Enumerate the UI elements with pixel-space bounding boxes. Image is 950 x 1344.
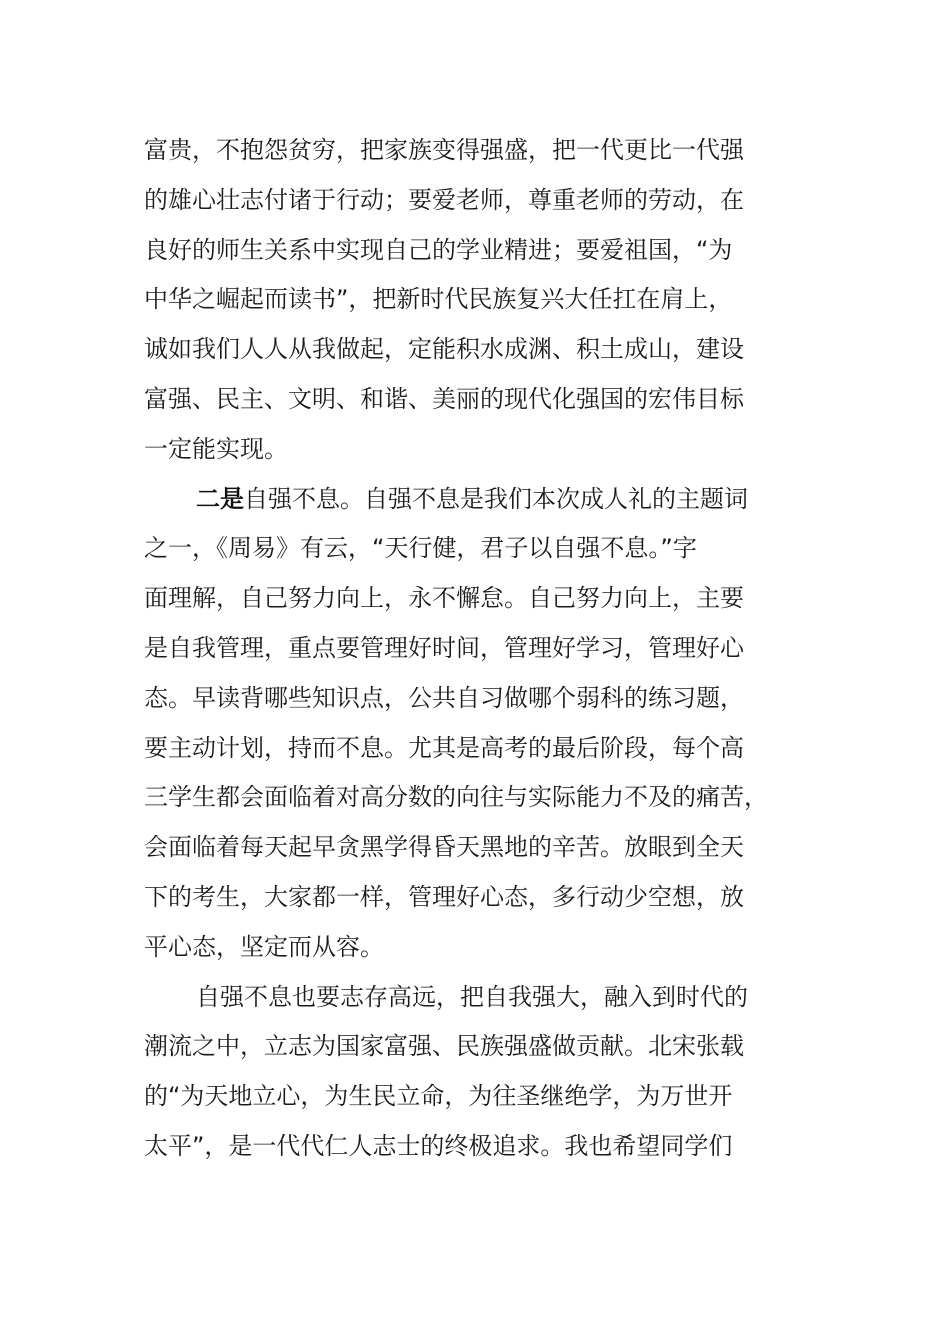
text-line: 平心态，坚定而从容。 [144,932,384,961]
text-line: 态。早读背哪些知识点，公共自习做哪个弱科的练习题， [144,683,744,712]
text-line: 的“为天地立心，为生民立命，为往圣继绝学，为万世开 [144,1082,733,1111]
text-line: 诚如我们人人从我做起，定能积水成渊、积土成山，建设 [144,335,744,364]
text-line: 要主动计划，持而不息。尤其是高考的最后阶段，每个高 [144,733,744,762]
text-line [144,475,804,525]
text-line: 富贵，不抱怨贫穷，把家族变得强盛，把一代更比一代强 [144,136,744,164]
text-line: 之一，《周易》有云，“天行健，君子以自强不息。”字 [144,534,697,563]
text-line: 是自我管理，重点要管理好时间，管理好学习，管理好心 [144,633,744,662]
document-page [144,126,804,1172]
paragraph-2 [144,475,804,973]
text-line: 下的考生，大家都一样，管理好心态，多行动少空想，放 [144,882,744,911]
paragraph-1 [144,126,804,475]
text-line: 面理解，自己努力向上，永不懈怠。自己努力向上，主要 [144,584,744,613]
text-line: 潮流之中，立志为国家富强、民族强盛做贡献。北宋张载 [144,1032,744,1061]
text-line: 会面临着每天起早贪黑学得昏天黑地的辛苦。放眼到全天 [144,833,744,862]
text-line: 一定能实现。 [144,434,288,463]
text-line: 良好的师生关系中实现自己的学业精进；要爱祖国，“为 [144,235,733,264]
text-line: 三学生都会面临着对高分数的向往与实际能力不及的痛苦， [144,783,768,812]
text-line: 自强不息也要志存高远，把自我强大，融入到时代的 [196,982,748,1011]
section-lead-text: 自强不息。自强不息是我们本次成人礼的主题词 [244,484,748,513]
text-line: 中华之崛起而读书”，把新时代民族复兴大任扛在肩上， [144,285,733,314]
text-line: 太平”，是一代代仁人志士的终极追求。我也希望同学们 [144,1131,733,1160]
paragraph-3 [144,973,804,1172]
section-lead-bold: 二是 [196,484,244,513]
text-line: 的雄心壮志付诸于行动；要爱老师，尊重老师的劳动，在 [144,185,744,214]
text-line: 富强、民主、文明、和谐、美丽的现代化强国的宏伟目标 [144,384,744,413]
